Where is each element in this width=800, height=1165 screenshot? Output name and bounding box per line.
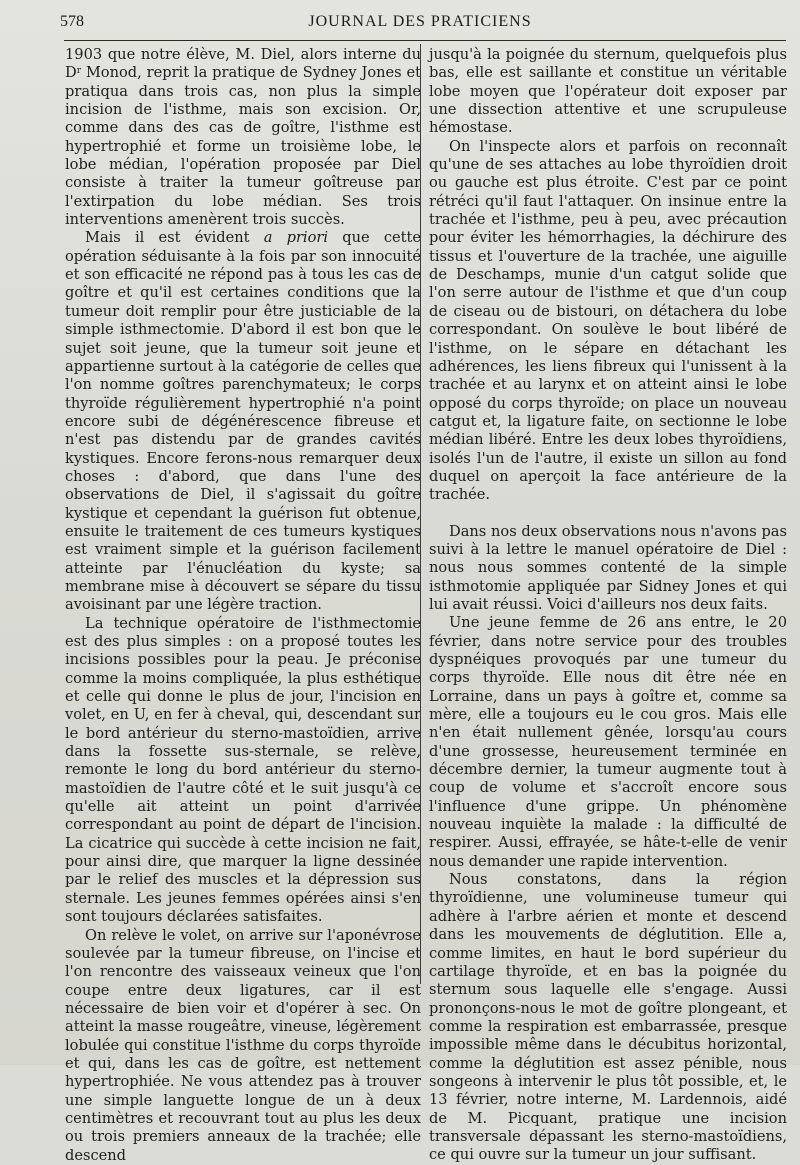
paragraph: La technique opératoire de l'isthmectomie est des plus simples : on a proposé toutes les incisions possibles pour la peau. Je préconise comme la moins compliquée, la plus esthétique et celle qui donne le plus de jour, l'incision en volet, en U, en fer à cheval, qui, descendant sur le bord antérieur du sterno-mastoïdien, arrive dans la fossette sus-sternale, se relève, remonte le long du bord antérieur du sterno-mastoïdien de l'autre côté et le suit jusqu'à ce qu'elle ait atteint un point d'arrivée correspondant au point de départ de l'incision. La cicatrice qui succède à cette incision ne fait, pour ainsi dire, que marquer la ligne dessinée par le relief des muscles et la dépression sus sternale. Les jeunes femmes opérées ainsi s'en sont toujours déclarées satisfaites. bbox=[65, 614, 421, 926]
right-column bbox=[429, 46, 787, 1165]
paragraph: Dans nos deux observations nous n'avons pas suivi à la lettre le manuel opératoire de Diel : nous nous sommes contenté de la simple isthmotomie appliquée par Sidney Jones et qui lui avait réussi. Voici d'ailleurs nos deux faits. bbox=[429, 522, 787, 613]
page-header bbox=[60, 10, 780, 38]
paragraph: jusqu'à la poignée du sternum, quelquefois plus bas, elle est saillante et constitue un véritable lobe moyen que l'opérateur doit exposer par une dissection attentive et une scrupuleuse hémostase. bbox=[429, 46, 787, 137]
column-divider bbox=[420, 44, 421, 984]
paragraph: On l'inspecte alors et parfois on reconnaît qu'une de ses attaches au lobe thyroïdien droit ou gauche est plus étroite. C'est par ce point rétréci qu'il faut l'attaquer. On insinue entre la trachée et l'isthme, peu à peu, avec précaution pour éviter les hémorrhagies, la déchirure des tissus et l'ouverture de la trachée, une aiguille de Deschamps, munie d'un catgut solide que l'on serre autour de l'isthme et que d'un coup de ciseau ou de bistouri, on détachera du lobe correspondant. On soulève le bout libéré de l'isthme, on le sépare en détachant les adhérences, les liens fibreux qui l'unissent à la trachée et au larynx et on atteint ainsi le lobe opposé du corps thyroïde; on place un nouveau catgut et, la ligature faite, on sectionne le lobe médian libéré. Entre les deux lobes thyroïdiens, isolés l'un de l'autre, il existe un sillon au fond duquel on aperçoit la face antérieure de la trachée. bbox=[429, 137, 787, 504]
journal-title: JOURNAL DES PRATICIENS bbox=[308, 13, 532, 30]
header-rule bbox=[64, 40, 786, 41]
paragraph: On relève le volet, on arrive sur l'aponévrose soulevée par la tumeur fibreuse, on l'incise et l'on rencontre des vaisseaux veineux que l'on coupe entre deux ligatures, car il est nécessaire de bien voir et d'opérer à sec. On atteint la masse rougeâtre, vineuse, légèrement lobulée qui constitue l'isthme du corps thyroïde et qui, dans les cas de goître, est nettement hypertrophiée. Ne vous attendez pas à trouver une simple languette longue de un à deux centimètres et recouvrant tout au plus les deux ou trois premiers anneaux de la trachée; elle descend bbox=[65, 926, 421, 1164]
left-column bbox=[65, 46, 421, 1165]
paragraph: Nous constatons, dans la région thyroïdienne, une volumineuse tumeur qui adhère à l'arbre aérien et monte et descend dans les mouvements de déglutition. Elle a, comme limites, en haut le bord supérieur du cartilage thyroïde, et en bas la poignée du sternum sous laquelle elle s'engage. Aussi prononçons-nous le mot de goître plongeant, et comme la respiration est embarrassée, presque impossible même dans le décubitus horizontal, comme la déglutition est assez pénible, nous songeons à intervenir le plus tôt possible, et, le 13 février, notre interne, M. Lardennois, aidé de M. Picquant, pratique une incision transversale dépassant les sterno-mastoïdiens, ce qui ouvre sur la tumeur un jour suffisant. bbox=[429, 871, 787, 1164]
paragraph: Une jeune femme de 26 ans entre, le 20 février, dans notre service pour des troubles dyspnéiques provoqués par une tumeur du corps thyroïde. Elle nous dit être née en Lorraine, dans un pays à goître et, comme sa mère, elle a toujours eu le cou gros. Mais elle n'en était nullement gênée, lorsqu'au cours d'une grossesse, heureusement terminée en décembre dernier, la tumeur augmente tout à coup de volume et s'accroît encore sous l'influence d'une grippe. Un phénomène nouveau inquiète la malade : la difficulté de respirer. Aussi, effrayée, se hâte-t-elle de venir nous demander une rapide intervention. bbox=[429, 614, 787, 870]
paragraph: Mais il est évident a priori que cette opération séduisante à la fois par son innocuité et son efficacité ne répond pas à tous les cas de goître et qu'il est certaines conditions que la tumeur doit remplir pour être justiciable de la simple isthmectomie. D'abord il est bon que le sujet soit jeune, que la tumeur soit jeune et appartienne surtout à la catégorie de celles que l'on nomme goîtres parenchymateux; le corps thyroïde régulièrement hypertrophié n'a point encore subi de dégénérescence fibreuse et n'est pas distendu par de grandes cavités kystiques. Encore ferons-nous remarquer deux choses : d'abord, que dans l'une des observations de Diel, il s'agissait du goître kystique et cependant la guérison fut obtenue, ensuite le traitement de ces tumeurs kystiques est vraiment simple et la guérison facilement atteinte par l'énucléation du kyste; sa membrane mise à découvert se sépare du tissu avoisinant par une légère traction. bbox=[65, 229, 421, 614]
page-number: 578 bbox=[60, 13, 84, 30]
paragraph: 1903 que notre élève, M. Diel, alors interne du $D^r$ Monod, reprit la pratique de Sydney Jones et pratiqua dans trois cas, non plus la simple incision de l'isthme, mais son excision. Or, comme dans des cas de goître, l'isthme est hypertrophié et forme un troisième lobe, le lobe médian, l'opération proposée par Diel consiste à traiter la tumeur goîtreuse par l'extirpation du lobe médian. Ses trois interventions amenèrent trois succès. bbox=[65, 46, 421, 229]
